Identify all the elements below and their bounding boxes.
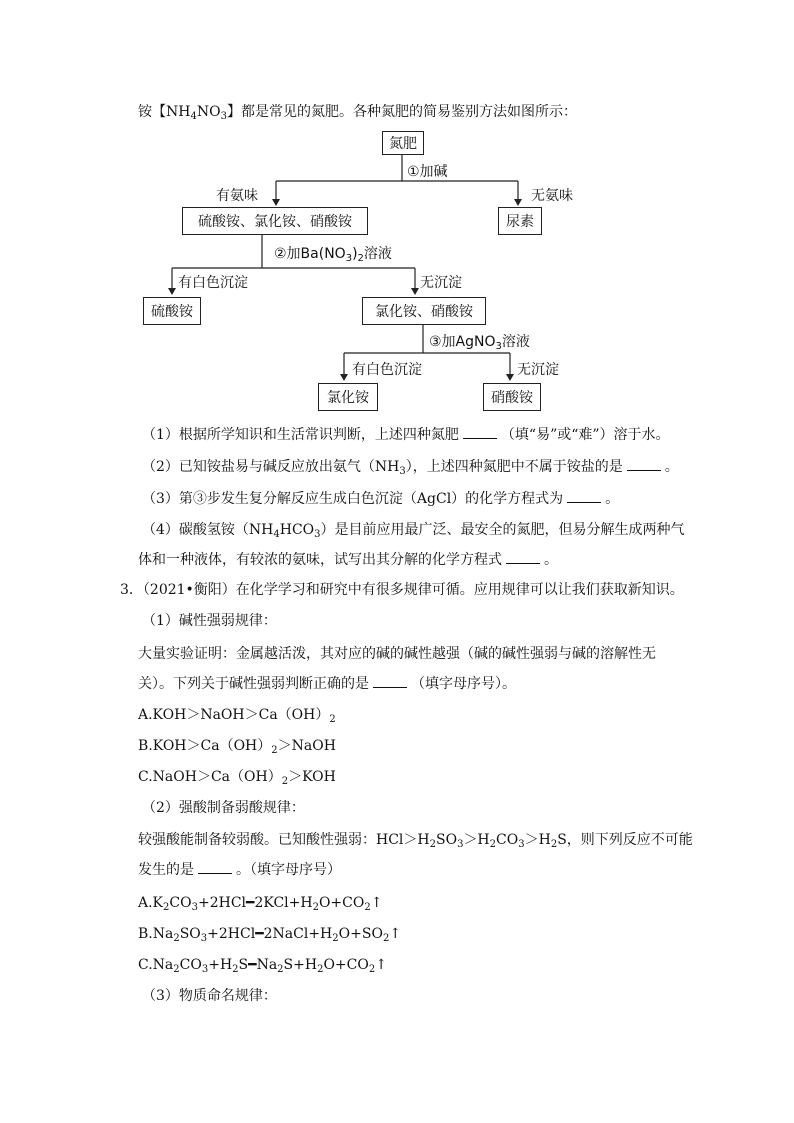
section-2-text-1: 较强酸能制备较弱酸。已知酸性强弱：$HCl>H_2SO_3>H_2CO_3>H_2S$，则下列反应不可能 — [138, 832, 693, 850]
branch-no-ammonia-smell: 无氨味 — [531, 188, 573, 204]
node-ammonium-sulfate: 硫酸铵 — [143, 297, 201, 325]
section-2-text-2: 发生的是 。（填字母序号） — [138, 862, 341, 878]
question-1: （1）根据所学知识和生活常识判断，上述四种氮肥 （填“易”或“难”）溶于水。 — [142, 427, 670, 443]
branch-white-precipitate-1: 有白色沉淀 — [178, 275, 248, 291]
branch-no-precipitate-1: 无沉淀 — [420, 275, 462, 291]
step2-label: ②加$Ba(NO_3)_2$溶液 — [274, 246, 392, 264]
intro-text: 铵【$NH_4NO_3$】都是常见的氮肥。各种氮肥的简易鉴别方法如图所示： — [138, 104, 577, 122]
question-2: （2）已知铵盐易与碱反应放出氨气$(NH_3)$，上述四种氮肥中不属于铵盐的是 。 — [142, 459, 679, 477]
answer-blank[interactable] — [506, 551, 540, 564]
section-1-text-1: 大量实验证明：金属越活泼，其对应的碱的碱性越强（碱的碱性强弱与碱的溶解性无 — [138, 646, 656, 662]
node-three-salts: 硫酸铵、氯化铵、硝酸铵 — [182, 207, 368, 235]
node-ammonium-nitrate: 硝酸铵 — [483, 383, 541, 411]
node-ammonium-chloride: 氯化铵 — [318, 383, 378, 411]
answer-blank[interactable] — [463, 426, 497, 439]
step3-label: ③加AgNO$_3$溶液 — [429, 334, 530, 352]
answer-blank[interactable] — [567, 490, 601, 503]
branch-no-precipitate-2: 无沉淀 — [517, 362, 559, 378]
section-2-title: （2）强酸制备弱酸规律： — [142, 800, 305, 816]
answer-blank[interactable] — [373, 675, 407, 688]
step1-label: ①加碱 — [407, 164, 448, 180]
option-a-reaction: $A.K_2CO_3+2HCl━2KCl+H_2O+CO_2↑$ — [138, 895, 383, 913]
flowchart-lines — [0, 0, 794, 420]
branch-white-precipitate-2: 有白色沉淀 — [352, 362, 422, 378]
section-1-title: （1）碱性强弱规律： — [142, 613, 277, 629]
option-b-reaction: $B.Na_2SO_3+2HCl━2NaCl+H_2O+SO_2↑$ — [138, 926, 402, 944]
answer-blank[interactable] — [627, 458, 661, 471]
option-c-reaction: $C.Na_2CO_3+H_2S━Na_2S+H_2O+CO_2↑$ — [138, 957, 387, 975]
question-4-line2: 体和一种液体，有较浓的氨味，试写出其分解的化学方程式 。 — [138, 552, 558, 568]
question-3: （3）第③步发生复分解反应生成白色沉淀（AgCl）的化学方程式为 。 — [142, 491, 620, 507]
node-nitrogen-fertilizer: 氮肥 — [382, 131, 424, 155]
branch-ammonia-smell: 有氨味 — [216, 188, 258, 204]
option-a-basicity: $A.KOH>NaOH>Ca(OH)_2$ — [138, 707, 336, 725]
node-urea: 尿素 — [498, 207, 542, 235]
section-1-text-2: 关）。下列关于碱性强弱判断正确的是 （填字母序号）。 — [138, 676, 516, 692]
question-4: （4）碳酸氢铵$(NH_4HCO_3)$是目前应用最广泛、最安全的氮肥，但易分解生成两种气 — [142, 522, 685, 540]
option-b-basicity: $B.KOH>Ca(OH)_2>NaOH$ — [138, 738, 336, 756]
problem-3-heading: 3．（2021•衡阳）在化学学习和研究中有很多规律可循。应用规律可以让我们获取新知识。 — [120, 582, 684, 598]
node-chloride-nitrate: 氯化铵、硝酸铵 — [362, 297, 486, 325]
answer-blank[interactable] — [198, 861, 232, 874]
option-c-basicity: $C.NaOH>Ca(OH)_2>KOH$ — [138, 769, 336, 787]
section-3-title: （3）物质命名规律： — [142, 988, 277, 1004]
